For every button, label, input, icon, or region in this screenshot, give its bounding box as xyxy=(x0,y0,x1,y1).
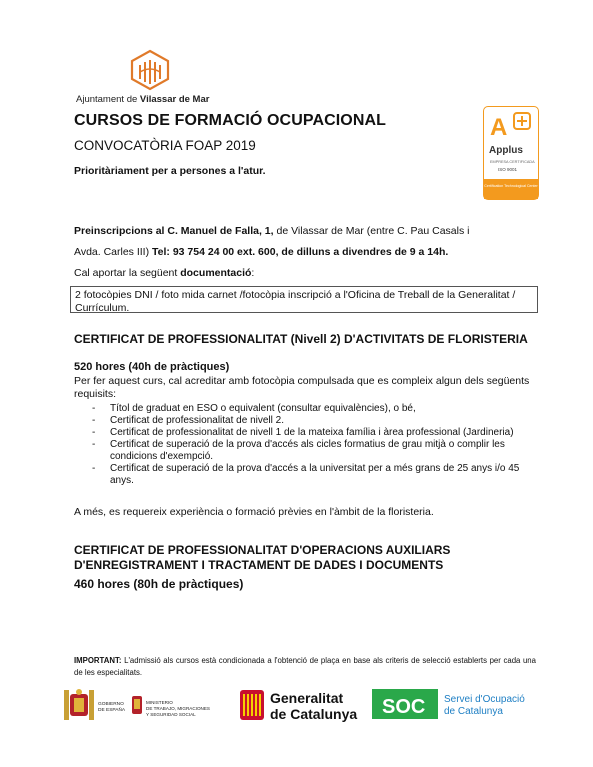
course1-title: CERTIFICAT DE PROFESSIONALITAT (Nivell 2) D'ACTIVITATS DE FLORISTERIA xyxy=(74,332,528,346)
spain-coat-of-arms-icon xyxy=(64,689,94,720)
enrolment-line-1: Preinscripcions al C. Manuel de Falla, 1, de Vilassar de Mar (entre C. Pau Casals i xyxy=(74,225,470,237)
ministry-coat-of-arms-icon xyxy=(132,696,142,714)
list-item: - Certificat de professionalitat de nivell 1 de la mateixa família i àrea professional (Jardineria) xyxy=(92,427,514,438)
list-item: - Certificat de superació de la prova d'accés a la universitat per a més grans de 25 anys i/o 45 anys. xyxy=(92,463,520,486)
spain-government-logo xyxy=(62,686,222,726)
soc-logo xyxy=(370,688,545,720)
page-subtitle: CONVOCATÒRIA FOAP 2019 xyxy=(74,138,256,153)
course1-hours: 520 hores (40h de pràctiques) xyxy=(74,361,230,373)
svg-text:Servei d'Ocupació: Servei d'Ocupació xyxy=(444,694,525,705)
page-title: CURSOS DE FORMACIÓ OCUPACIONAL xyxy=(74,112,387,129)
documentation-box: 2 fotocòpies DNI / foto mida carnet /fotocòpia inscripció a l'Oficina de Treball de la Generalitat / Currículum. xyxy=(70,286,538,313)
list-item: - Certificat de professionalitat de nivell 2. xyxy=(92,415,284,426)
svg-text:GOBIERNO: GOBIERNO xyxy=(98,702,124,707)
badge-standard: ISO 9001 xyxy=(498,167,518,172)
badge-brand: Applus xyxy=(489,145,523,156)
svg-text:de Catalunya: de Catalunya xyxy=(444,706,503,717)
list-item: - Títol de graduat en ESO o equivalent (consultar equivalències), o bé, xyxy=(92,403,416,414)
important-notice: IMPORTANT: L'admissió als cursos està condicionada a l'obtenció de plaça en base als criteris de selecció establerts per cada una de les especialitats. xyxy=(74,656,536,677)
svg-text:SOC: SOC xyxy=(382,696,426,718)
course2-hours: 460 hores (80h de pràctiques) xyxy=(74,577,244,591)
certification-badge xyxy=(483,106,539,200)
priority-note: Prioritàriament per a persones a l'atur. xyxy=(74,165,266,177)
generalitat-logo xyxy=(238,684,378,726)
svg-text:DE ESPAÑA: DE ESPAÑA xyxy=(98,708,126,713)
requirements-list xyxy=(74,403,534,487)
applus-badge-icon xyxy=(484,107,538,199)
course1-extra: A més, es requereix experiència o formació prèvies en l'àmbit de la floristeria. xyxy=(74,506,434,518)
svg-text:A: A xyxy=(490,114,508,141)
svg-text:DE TRABAJO, MIGRACIONES: DE TRABAJO, MIGRACIONES xyxy=(146,706,210,711)
course1-intro: Per fer aquest curs, cal acreditar amb fotocòpia compulsada que es compleix algun dels següents requisits: xyxy=(74,375,530,400)
enrolment-line-2: Avda. Carles III) Tel: 93 754 24 00 ext. 600, de dilluns a divendres de 9 a 14h. xyxy=(74,246,449,258)
generalitat-emblem-icon xyxy=(240,690,264,720)
svg-text:Generalitat: Generalitat xyxy=(270,690,344,706)
documentation-label: Cal aportar la següent documentació: xyxy=(74,267,255,279)
ajuntament-logo-icon xyxy=(128,48,172,92)
svg-text:Y SEGURIDAD SOCIAL: Y SEGURIDAD SOCIAL xyxy=(146,712,196,717)
badge-line1: EMPRESA CERTIFICADA xyxy=(490,160,535,164)
organization-name: Ajuntament de Vilassar de Mar xyxy=(76,94,210,105)
svg-text:de Catalunya: de Catalunya xyxy=(270,706,358,722)
badge-footer: Certification Technological Center xyxy=(484,184,538,188)
svg-text:MINISTERIO: MINISTERIO xyxy=(146,700,173,705)
course2-title: CERTIFICAT DE PROFESSIONALITAT D'OPERACIONS AUXILIARS D'ENREGISTRAMENT I TRACTAMENT DE DADES I DOCUMENTS xyxy=(74,543,451,572)
list-item: - Certificat de superació de la prova d'accés als cicles formatius de grau mitjà o complir les condicions d'exempció. xyxy=(92,439,505,462)
